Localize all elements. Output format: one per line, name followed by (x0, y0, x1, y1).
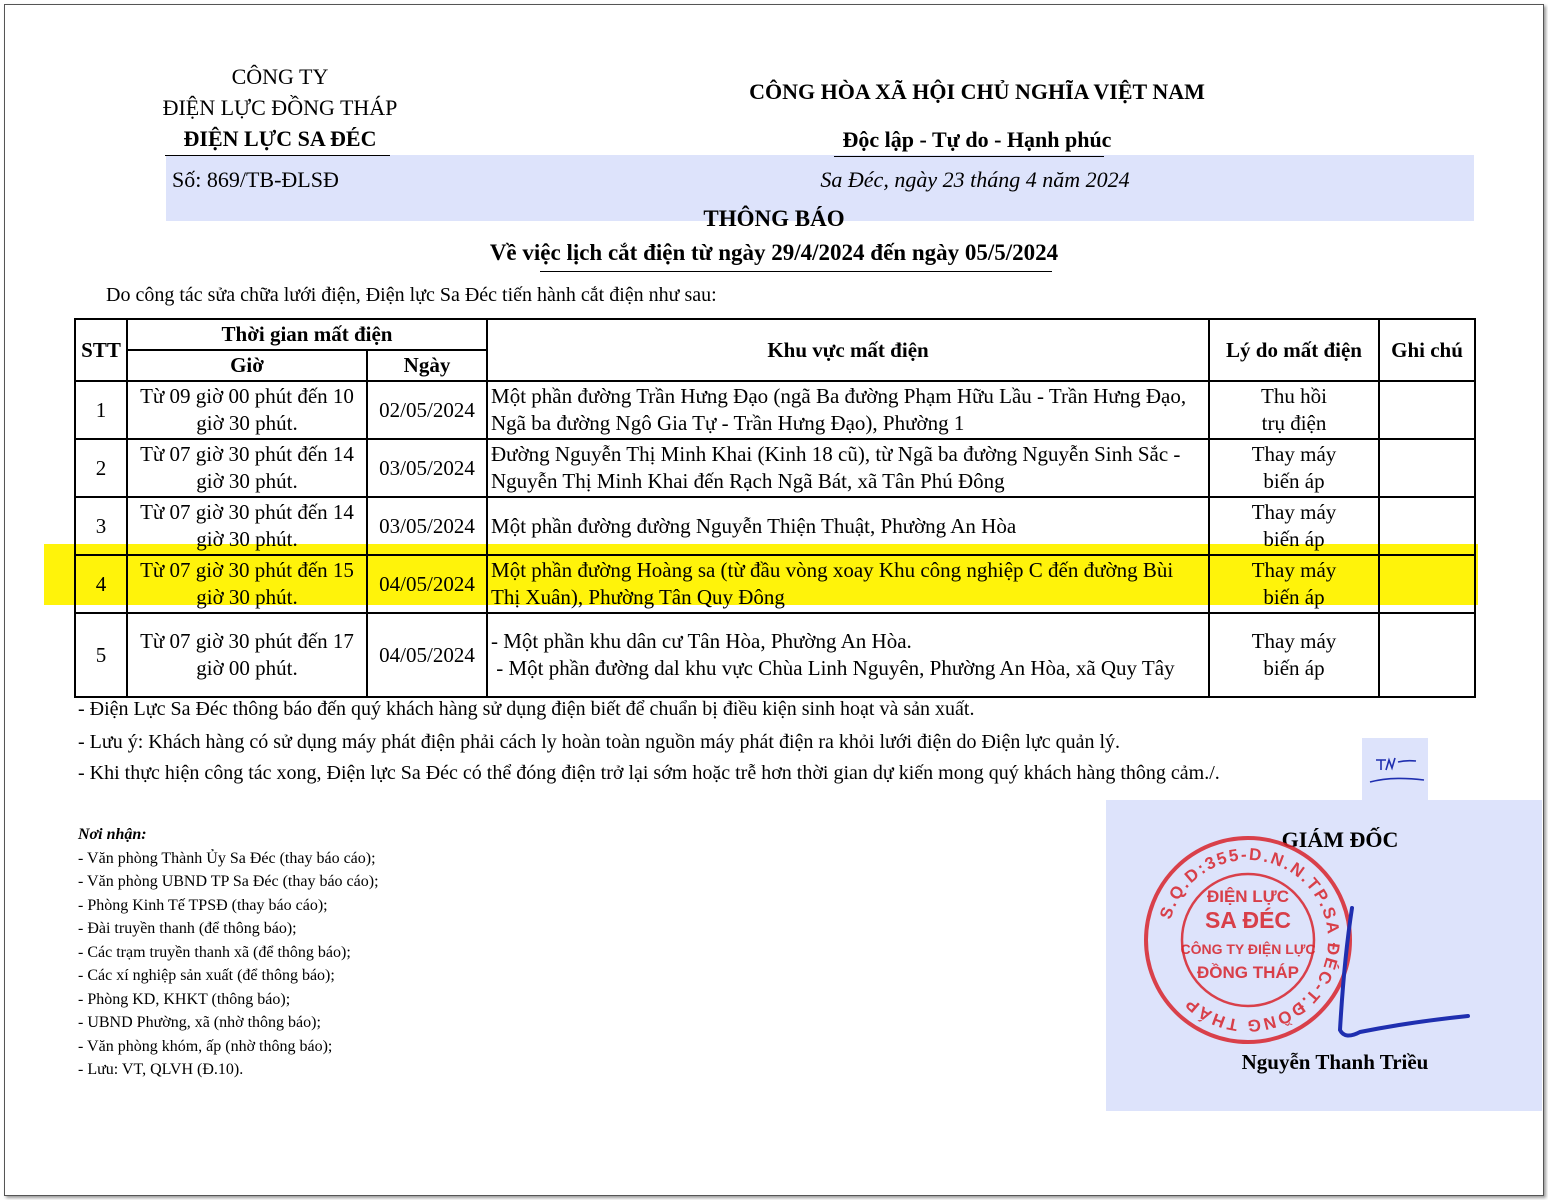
cell-day: 04/05/2024 (367, 555, 487, 613)
recipient-item: - Đài truyền thanh (để thông báo); (78, 920, 297, 937)
cell-hour: Từ 09 giờ 00 phút đến 10 giờ 30 phút. (127, 381, 367, 439)
stamp-line1: ĐIỆN LỰC (1206, 887, 1290, 906)
recipients-list (78, 823, 379, 1082)
recipient-item: - Phòng KD, KHKT (thông báo); (78, 990, 291, 1008)
cell-day: 03/05/2024 (367, 497, 487, 555)
org-line2: ĐIỆN LỰC ĐỒNG THÁP (162, 95, 398, 120)
table-row (75, 613, 1475, 697)
notice-title: THÔNG BÁO (703, 206, 845, 231)
stamp-ring-text: S.Q.D:355-D.N.N.TP.SA ĐÉC-T.ĐỒNG THÁP (1156, 844, 1344, 1036)
motto: Độc lập - Tự do - Hạnh phúc (842, 127, 1112, 152)
header-stt: STT (75, 319, 127, 381)
cell-area: Một phần đường Trần Hưng Đạo (ngã Ba đường Phạm Hữu Lầu - Trần Hưng Đạo, Ngã ba đường Ngô Gia Tự - Trần Hưng Đạo), Phường 1 (487, 381, 1209, 439)
note-line: - Điện Lực Sa Đéc thông báo đến quý khách hàng sử dụng điện biết để chuẩn bị điều kiện sinh hoạt và sản xuất. (78, 698, 975, 720)
cell-day: 04/05/2024 (367, 613, 487, 697)
recipient-item: - Phòng Kinh Tế TPSĐ (thay báo cáo); (78, 896, 328, 914)
header-note: Ghi chú (1379, 319, 1475, 381)
cell-note (1379, 439, 1475, 497)
doc-number: Số: 869/TB-ĐLSĐ (172, 167, 339, 192)
cell-area: Một phần đường Hoàng sa (từ đầu vòng xoay Khu công nghiệp C đến đường Bùi Thị Xuân), Phường Tân Quy Đông (487, 555, 1209, 613)
recipient-item: - UBND Phường, xã (nhờ thông báo); (78, 1014, 321, 1031)
cell-hour: Từ 07 giờ 30 phút đến 15 giờ 30 phút. (127, 555, 367, 613)
cell-reason (1209, 613, 1379, 697)
org-line3: ĐIỆN LỰC SA ĐÉC (183, 126, 377, 151)
table-row (75, 497, 1475, 555)
cell-reason (1209, 555, 1379, 613)
cell-reason (1209, 497, 1379, 555)
reason-line2: biến áp (1263, 469, 1325, 493)
recipients-title: Nơi nhận: (78, 826, 147, 843)
reason-line1: Thay máy (1251, 629, 1337, 653)
cell-reason (1209, 439, 1379, 497)
cell-day: 03/05/2024 (367, 439, 487, 497)
handwritten-signature (1300, 900, 1480, 1050)
reason-line2: biến áp (1263, 656, 1325, 680)
cell-hour: Từ 07 giờ 30 phút đến 17 giờ 00 phút. (127, 613, 367, 697)
area-line1: - Một phần khu dân cư Tân Hòa, Phường An Hòa. (491, 629, 912, 653)
stamp-line4: ĐỒNG THÁP (1197, 963, 1299, 982)
outage-table (74, 318, 1476, 698)
initials-mark (1362, 738, 1428, 800)
header-reason: Lý do mất điện (1209, 319, 1379, 381)
header-time-group: Thời gian mất điện (127, 319, 487, 350)
org-underline (165, 155, 390, 156)
cell-note (1379, 497, 1475, 555)
cell-stt: 5 (75, 613, 127, 697)
notice-subtitle: Về việc lịch cắt điện từ ngày 29/4/2024 đến ngày 05/5/2024 (489, 240, 1059, 265)
reason-line2: biến áp (1263, 585, 1325, 609)
cell-stt: 1 (75, 381, 127, 439)
intro-text: Do công tác sửa chữa lưới điện, Điện lực Sa Đéc tiến hành cắt điện như sau: (106, 284, 717, 306)
recipient-item: - Văn phòng Thành Ủy Sa Đéc (thay báo cáo); (78, 849, 376, 867)
stamp-line2: SA ĐÉC (1204, 907, 1292, 933)
cell-area: Một phần đường đường Nguyễn Thiện Thuật, Phường An Hòa (487, 497, 1209, 555)
reason-line2: trụ điện (1261, 411, 1327, 435)
reason-line1: Thay máy (1251, 500, 1337, 524)
signer-name: Nguyễn Thanh Triều (1241, 1050, 1429, 1074)
signer-role: GIÁM ĐỐC (1281, 827, 1399, 852)
cell-area (487, 613, 1209, 697)
cell-stt: 4 (75, 555, 127, 613)
cell-hour: Từ 07 giờ 30 phút đến 14 giờ 30 phút. (127, 439, 367, 497)
reason-line1: Thu hồi (1261, 384, 1327, 408)
reason-line1: Thay máy (1251, 558, 1337, 582)
table-row (75, 439, 1475, 497)
country-title: CÔNG HÒA XÃ HỘI CHỦ NGHĨA VIỆT NAM (749, 79, 1205, 104)
stamp-line3: CÔNG TY ĐIỆN LỰC (1180, 941, 1316, 957)
cell-area: Đường Nguyễn Thị Minh Khai (Kinh 18 cũ), từ Ngã ba đường Nguyễn Sinh Sắc - Nguyễn Thị Minh Khai đến Rạch Ngã Bát, xã Tân Phú Đông (487, 439, 1209, 497)
cell-note (1379, 613, 1475, 697)
motto-underline (834, 156, 1104, 157)
area-line2: - Một phần đường dal khu vực Chùa Linh Nguyên, Phường An Hòa, xã Quy Tây (491, 656, 1175, 680)
recipient-item: - Lưu: VT, QLVH (Đ.10). (78, 1061, 244, 1078)
table-row (75, 381, 1475, 439)
cell-day: 02/05/2024 (367, 381, 487, 439)
note-line: - Khi thực hiện công tác xong, Điện lực Sa Đéc có thể đóng điện trở lại sớm hoặc trễ hơn thời gian dự kiến mong quý khách hàng thông cảm./. (78, 762, 1220, 784)
initials-box (1362, 738, 1428, 800)
cell-reason (1209, 381, 1379, 439)
cell-hour: Từ 07 giờ 30 phút đến 14 giờ 30 phút. (127, 497, 367, 555)
reason-line2: biến áp (1263, 527, 1325, 551)
cell-stt: 2 (75, 439, 127, 497)
recipient-item: - Văn phòng khóm, ấp (nhờ thông báo); (78, 1037, 333, 1055)
table-header-row (75, 319, 1475, 350)
header-area: Khu vực mất điện (487, 319, 1209, 381)
cell-stt: 3 (75, 497, 127, 555)
recipient-item: - Các xí nghiệp sản xuất (để thông báo); (78, 967, 335, 984)
subtitle-underline (540, 271, 1052, 272)
place-date: Sa Đéc, ngày 23 tháng 4 năm 2024 (820, 167, 1130, 192)
reason-line1: Thay máy (1251, 442, 1337, 466)
cell-note (1379, 555, 1475, 613)
recipient-item: - Văn phòng UBND TP Sa Đéc (thay báo cáo); (78, 873, 379, 890)
header-day: Ngày (367, 350, 487, 381)
org-line1: CÔNG TY (231, 64, 329, 89)
table-row-highlighted (75, 555, 1475, 613)
cell-note (1379, 381, 1475, 439)
recipient-item: - Các trạm truyền thanh xã (để thông báo); (78, 943, 351, 961)
header-hour: Giờ (127, 350, 367, 381)
note-line: - Lưu ý: Khách hàng có sử dụng máy phát điện phải cách ly hoàn toàn nguồn máy phát điện ra khỏi lưới điện do Điện lực quản lý. (78, 731, 1121, 753)
